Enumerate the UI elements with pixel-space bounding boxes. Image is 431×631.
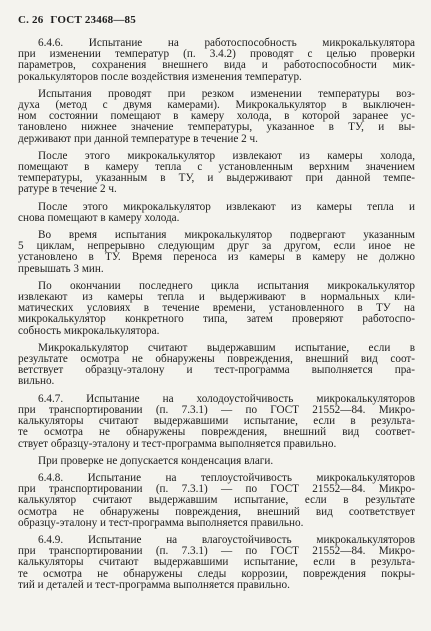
page-header: [18, 14, 136, 26]
text-line: После этого микрокалькулятор извлекают из камеры холода,: [38, 149, 415, 162]
text-line: превышать 3 мин.: [18, 262, 104, 275]
paragraph: [18, 38, 415, 83]
text-line: калькуляторы считают выдержавшими испытание, если в результа-: [18, 556, 415, 569]
paragraph: [18, 343, 415, 388]
text-line: 6.4.8. Испытание на теплоустойчивость микрокалькуляторов: [38, 471, 415, 484]
text-line: 6.4.6. Испытание на работоспособность микрокалькулятора: [38, 37, 415, 49]
text-line: те осмотра не обнаружены следы коррозии, повреждения покры-: [18, 567, 415, 580]
text-line: калькулятор считают выдержавшим испытание, если в результате: [18, 494, 415, 507]
text-line: рокалькуляторов после воздействия изменения температур.: [18, 70, 302, 83]
standard-code: ГОСТ 23468—85: [50, 14, 136, 26]
text-line: 6.4.9. Испытание на влагоустойчивость микрокалькуляторов: [38, 533, 415, 546]
text-line: установлено в ТУ. Время переноса из камеры в камеру не должно: [18, 251, 415, 264]
text-line: ствует образцу-эталону и тест-программа выполняется правильно.: [18, 437, 337, 450]
text-line: образцу-эталону и тест-программа выполняется правильно.: [18, 516, 304, 529]
text-line: матических условиях в течение времени, установленного в ТУ на: [18, 302, 415, 315]
text-line: При проверке не допускается конденсация влаги.: [38, 454, 274, 467]
text-line: при транспортировании (п. 7.3.1) — по ГОСТ 21552—84. Микро-: [18, 403, 415, 416]
text-line: извлекают из камеры тепла и выдерживают в нормальных кли-: [18, 291, 415, 304]
paragraph: [18, 202, 415, 224]
text-line: температуры, указанным в ТУ, и выдерживают при данной темпе-: [18, 172, 415, 185]
text-line: Испытания проводят при резком изменении температуры воз-: [38, 87, 415, 100]
text-line: Во время испытания микрокалькулятор подвергают указанным: [38, 229, 415, 242]
text-line: ветствует образцу-эталону и тест-программа выполняется пра-: [18, 364, 415, 377]
text-line: духа (метод с двумя камерами). Микрокалькулятор в выключен-: [18, 99, 415, 112]
text-line: ратуре в течение 2 ч.: [18, 183, 117, 196]
text-line: калькуляторы считают выдержавшими испытание, если в результа-: [18, 415, 415, 428]
text-line: микрокалькулятор конкретного типа, затем проверяют работоспо-: [18, 313, 415, 326]
text-line: осмотра не обнаружены повреждения, внешний вид соответствует: [18, 505, 415, 518]
text-line: 5 циклам, непрерывно следующим друг за другом, если иное не: [18, 240, 415, 253]
text-line: при транспортировании (п. 7.3.1) — по ГОСТ 21552—84. Микро-: [18, 545, 415, 558]
text-line: те осмотра не обнаружены повреждения, внешний вид соответ-: [18, 426, 415, 439]
paragraph: [18, 456, 415, 467]
paragraph: [18, 281, 415, 337]
text-line: при транспортировании (п. 7.3.1) — по ГОСТ 21552—84. Микро-: [18, 483, 415, 496]
text-line: ном состоянии помещают в камеру холода, в которой заранее ус-: [18, 110, 415, 123]
text-line: 6.4.7. Испытание на холодоустойчивость микрокалькуляторов: [38, 392, 415, 405]
paragraph: [18, 535, 415, 591]
text-line: при изменении температур (п. 3.4.2) проводят с целью проверки: [18, 48, 415, 61]
text-line: После этого микрокалькулятор извлекают из камеры тепла и: [38, 200, 415, 213]
paragraph: [18, 394, 415, 450]
text-line: тий и деталей и тест-программа выполняется правильно.: [18, 578, 290, 591]
paragraph: [18, 230, 415, 275]
page-number: С. 26: [18, 14, 44, 26]
paragraph: [18, 473, 415, 529]
paragraph: [18, 89, 415, 145]
text-line: держивают при данной температуре в течение 2 ч.: [18, 132, 258, 145]
text-line: По окончании последнего цикла испытания микрокалькулятор: [38, 279, 415, 292]
text-line: снова помещают в камеру холода.: [18, 211, 180, 224]
text-line: собность микрокалькулятора.: [18, 324, 160, 337]
paragraph: [18, 151, 415, 196]
text-line: тановлено нижнее значение температуры, указанное в ТУ, и вы-: [18, 121, 415, 134]
text-line: вильно.: [18, 375, 55, 388]
text-line: результате осмотра не обнаружены повреждения, внешний вид соот-: [18, 353, 415, 366]
text-line: параметров, сохранения внешнего вида и работоспособности мик-: [18, 59, 415, 72]
text-line: Микрокалькулятор считают выдержавшим испытание, если в: [38, 341, 415, 354]
document-body: [18, 38, 415, 591]
text-line: помещают в камеру тепла с установленным верхним значением: [18, 161, 415, 174]
